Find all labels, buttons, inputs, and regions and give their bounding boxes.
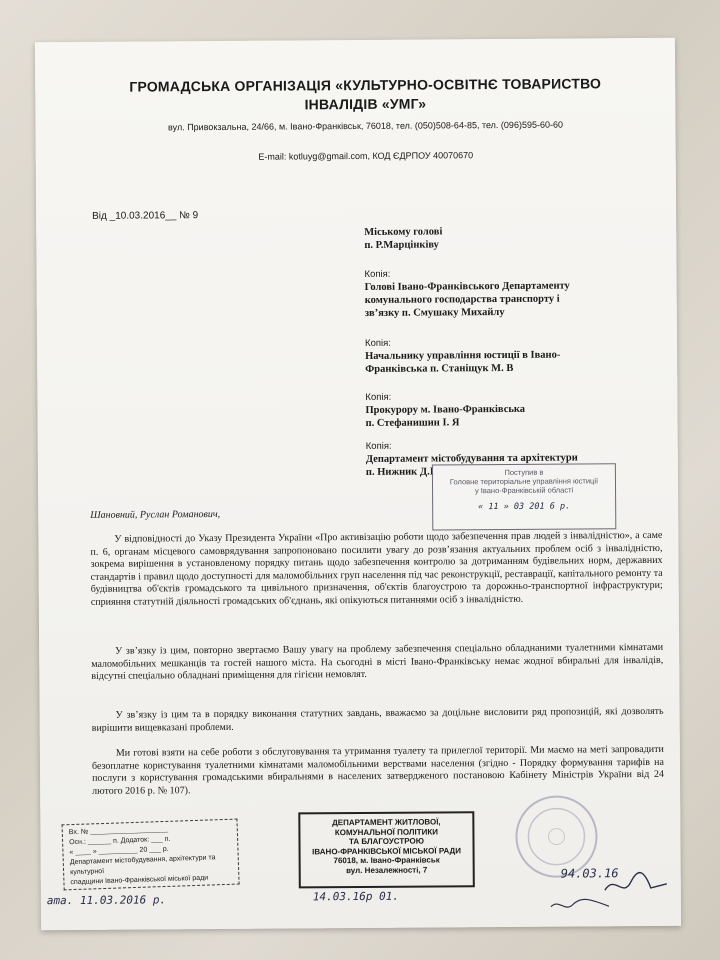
recipient-copy-2: Копія: Начальнику управління юстиції в Івано- Франківська п. Станіщук М. В <box>364 337 561 375</box>
letterhead-title-line2: ІНВАЛІДІВ «УМГ» <box>304 95 427 113</box>
recipient-copy-3: Копія: Прокурору м. Івано-Франківська п. Стефанишин І. Я <box>365 391 526 429</box>
handwritten-scribble-icon <box>549 894 619 914</box>
document-sheet <box>35 38 681 930</box>
greeting: Шановний, Руслан Романович, <box>90 508 221 521</box>
paragraph-4: Ми готові взяти на себе роботи з обслуговування та утримання туалету та прилеглої території. Ми маємо на меті запровадити безоплатне користування туалетними кімнатами маломобільними верствами населення (згідно - Порядку формування тарифів на послуги з користування громадськими вбиральнями в населених затвердженого постановою Кабінету Міністрів України від 24 лютого 2016 р. № 107). <box>91 743 665 797</box>
outgoing-reference: Від _10.03.2016__ № 9 <box>92 210 199 222</box>
paragraph-1: У відповідності до Указу Президента України «Про активізацію роботи щодо забезпечення прав людей з інвалідністю», а саме п. 6, органам місцевого самоврядування запропоновано посилити увагу до розв’язання актуальних проблем осіб з інвалідністю, зокрема вирішення в установленому порядку питань щодо забезпечення контролю за дотриманням будівельних норм, державних стандартів і правил щодо доступності для маломобільних груп населення під час реконструкції, реставрації, капітального ремонту та будівництва об'єктів громадського та цивільного призначення, об'єктів благоустрою та дорожньо-транспортної інфраструктури; сприяння статутній діяльності громадських об'єднань, які опікуються питаннями осіб з інвалідністю. <box>90 529 663 608</box>
recipient-main: Міському голові п. Р.Марцінківу <box>364 226 443 251</box>
department-stamp: ДЕПАРТАМЕНТ ЖИТЛОВОЇ, КОМУНАЛЬНОЇ ПОЛІТИКИ ТА БЛАГОУСТРОЮ ІВАНО-ФРАНКІВСЬКОЇ МІСЬКОЇ РАДИ 76018, м. Івано-Франківськ вул. Незалежності, 7 <box>298 811 475 888</box>
handwritten-date-right: 94.03.16 <box>560 866 619 881</box>
letterhead-title-line1: ГРОМАДСЬКА ОРГАНІЗАЦІЯ «КУЛЬТУРНО-ОСВІТНЄ ТОВАРИСТВО <box>129 75 602 95</box>
incoming-stamp: Поступив в Головне територіальне управління юстиції у Івано-Франківській області « 11 » 03 201 6 р. <box>432 463 616 530</box>
paragraph-2: У зв’язку із цим, повторно звертаємо Вашу увагу на проблему забезпечення спеціально обладнаними туалетними кімнатами маломобільних мешканців та гостей нашого міста. На сьогодні в місті Івано-Франківську немає жодної вбиральні для інвалідів, відсутні спеціально обладнані приміщення для гігієни немовлят. <box>91 641 664 683</box>
paragraph-3: У зв’язку із цим та в порядку виконання статутних завдань, вважаємо за доцільне висловити ряд пропозицій, які дозволять вирішити вищевказані проблеми. <box>91 705 664 734</box>
recipient-copy-1: Копія: Голові Івано-Франківського Департаменту комунального господарства транспорту і зв’язку п. Смушаку Михайлу <box>364 268 570 319</box>
registration-stamp: Вх. № ____________________ Осн.: ______ п. Додаток: ___ п. « ____ » __________ 20 ___ р. Департамент містобудування, архітектури та культурної спадщини Івано-Франківської міської ради <box>62 819 240 891</box>
letterhead-address: вул. Привокзальна, 24/66, м. Івано-Франківськ, 76018, тел. (050)508-64-85, тел. (096)595-60-60 <box>168 119 563 133</box>
letterhead-email: E-mail: kotluyg@gmail.com, КОД ЄДРПОУ 40070670 <box>258 150 474 162</box>
recipient-copy-4: Копія: Департамент містобудування та архітектури п. Нижник Д.І <box>365 440 578 478</box>
letterhead-title <box>75 74 655 116</box>
handwritten-note-middle: 14.03.16р 01. <box>312 889 400 904</box>
handwritten-note-left: ama. 11.03.2016 р. <box>46 893 167 908</box>
incoming-stamp-date: « 11 » 03 201 6 р. <box>478 501 571 513</box>
